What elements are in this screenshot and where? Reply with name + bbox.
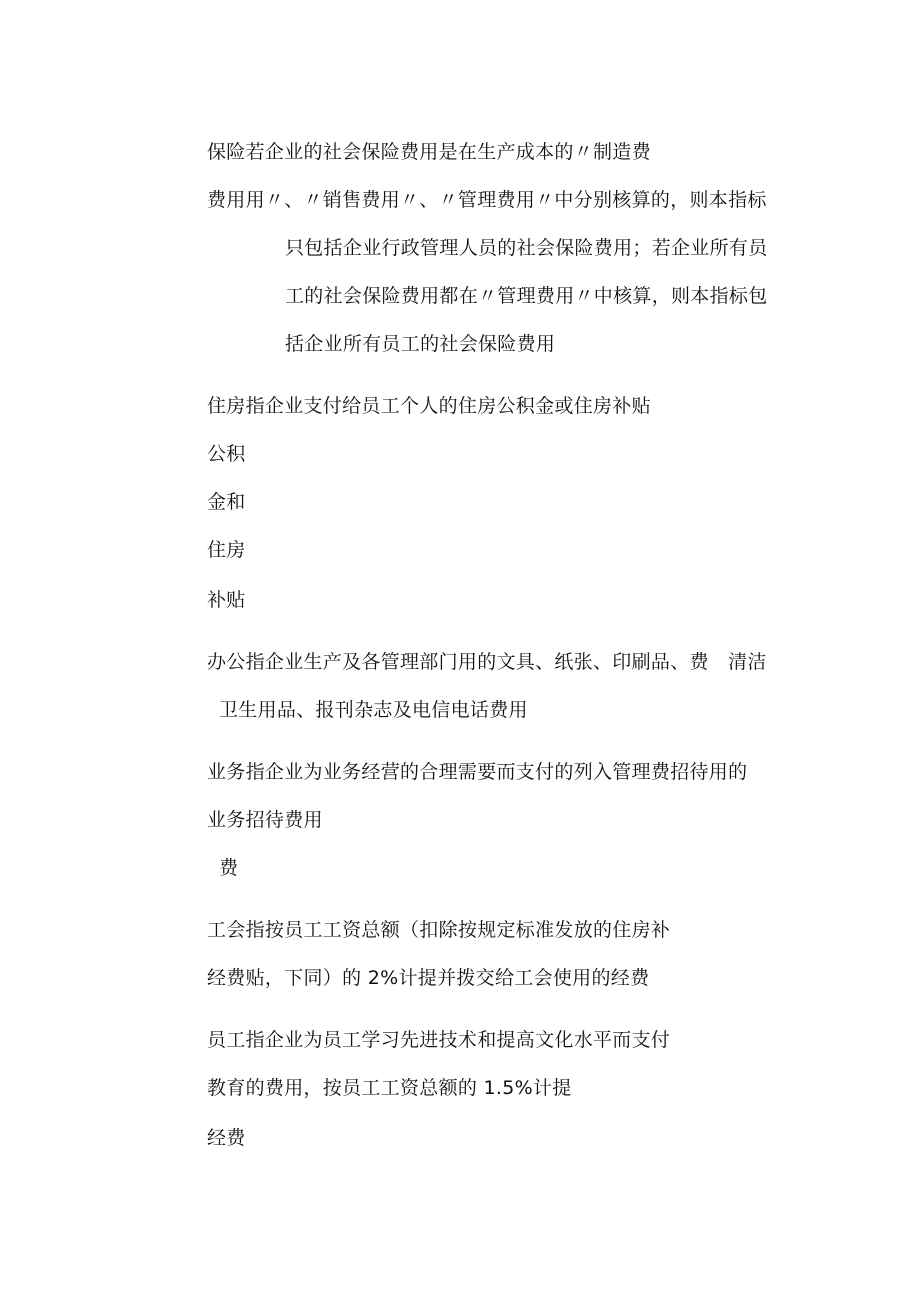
- text-line: 业务招待费用: [207, 809, 323, 831]
- text-line: 员工指企业为员工学习先进技术和提高文化水平而支付: [207, 1029, 671, 1051]
- text-line: 公积: [207, 443, 246, 465]
- text-line: 括企业所有员工的社会保险费用: [285, 333, 556, 355]
- text-line: 工的社会保险费用都在〃管理费用〃中核算，则本指标包: [285, 285, 768, 307]
- text-line: 卫生用品、报刊杂志及电信电话费用: [219, 699, 528, 721]
- text-line: 办公指企业生产及各管理部门用的文具、纸张、印刷品、费 清洁: [207, 651, 767, 673]
- text-line: 住房: [207, 539, 246, 561]
- text-line: 费用用〃、〃销售费用〃、〃管理费用〃中分别核算的，则本指标: [207, 189, 767, 211]
- text-line: 工会指按员工工资总额（扣除按规定标准发放的住房补: [207, 919, 671, 941]
- text-line: 住房指企业支付给员工个人的住房公积金或住房补贴: [207, 395, 651, 417]
- text-line: 只包括企业行政管理人员的社会保险费用；若企业所有员: [285, 237, 768, 259]
- text-line: 业务指企业为业务经营的合理需要而支付的列入管理费招待用的: [207, 761, 748, 783]
- text-line: 补贴: [207, 589, 246, 611]
- text-line: 经费: [207, 1127, 246, 1149]
- text-line: 经费贴，下同）的 2%计提并拨交给工会使用的经费: [207, 967, 650, 989]
- text-line: 费: [219, 857, 239, 879]
- text-line: 保险若企业的社会保险费用是在生产成本的〃制造费: [207, 141, 651, 163]
- text-line: 教育的费用，按员工工资总额的 1.5%计提: [207, 1077, 572, 1099]
- text-line: 金和: [207, 491, 246, 513]
